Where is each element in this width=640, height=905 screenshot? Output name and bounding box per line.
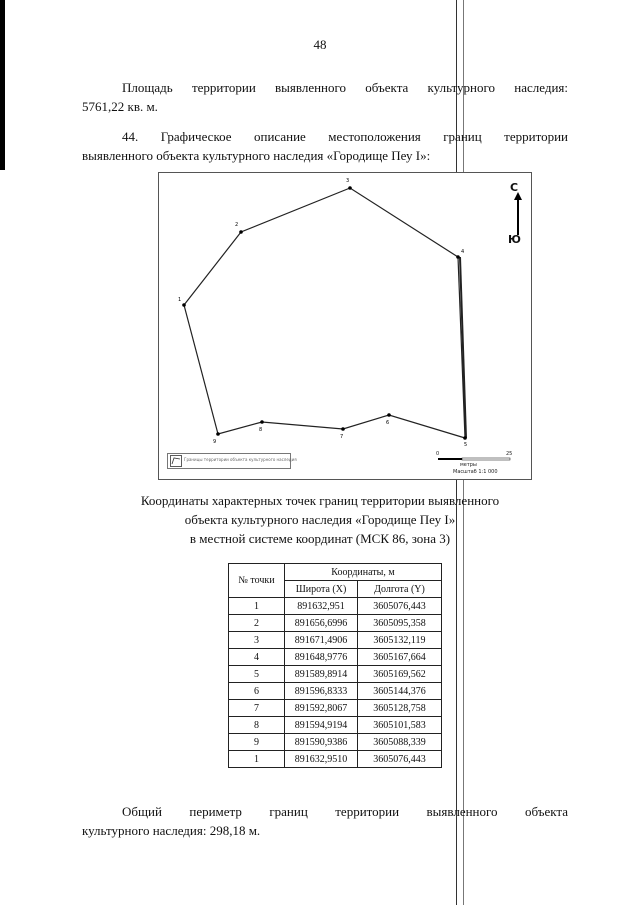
cell-y: 3605095,358 xyxy=(358,615,442,632)
vertex-label: 5 xyxy=(464,442,468,448)
cell-y: 3605088,339 xyxy=(358,734,442,751)
boundary-vertex xyxy=(348,186,352,190)
map-legend xyxy=(167,453,297,469)
cell-point: 1 xyxy=(229,751,285,768)
cell-point: 9 xyxy=(229,734,285,751)
perimeter-value: культурного наследия: 298,18 м. xyxy=(82,823,261,838)
boundary-vertex xyxy=(463,436,467,440)
boundary-polygon xyxy=(184,188,465,438)
table-row xyxy=(229,615,442,632)
cell-x: 891632,951 xyxy=(285,598,358,615)
vertex-label: 9 xyxy=(213,439,217,445)
vertex-label: 6 xyxy=(386,420,390,426)
scale-unit: метры xyxy=(460,462,477,468)
table-row xyxy=(229,751,442,768)
vertex-label: 1 xyxy=(178,297,182,303)
cell-point: 6 xyxy=(229,683,285,700)
scale-max: 25 xyxy=(506,451,513,457)
scale-bar-black xyxy=(438,458,462,460)
cell-y: 3605128,758 xyxy=(358,700,442,717)
table-row xyxy=(229,649,442,666)
boundary-vertex xyxy=(216,432,220,436)
cell-x: 891632,9510 xyxy=(285,751,358,768)
boundary-vertex xyxy=(341,427,345,431)
header-point-number: № точки xyxy=(229,564,285,598)
cell-x: 891590,9386 xyxy=(285,734,358,751)
cell-point: 1 xyxy=(229,598,285,615)
section-heading-cont: выявленного объекта культурного наследия «Городище Пеу I»: xyxy=(82,148,431,163)
legend-text: Границы территории объекта культурного наследия xyxy=(184,457,297,462)
page-number: 48 xyxy=(313,37,327,52)
table-row xyxy=(229,666,442,683)
header-latitude: Широта (X) xyxy=(285,581,358,598)
boundary-vertex xyxy=(456,255,460,259)
perimeter-text: Общий периметр границ территории выявленного объекта xyxy=(122,804,568,819)
boundary-map xyxy=(158,172,532,480)
area-value: 5761,22 кв. м. xyxy=(82,99,158,114)
vertex-label: 8 xyxy=(259,427,263,433)
cell-x: 891648,9776 xyxy=(285,649,358,666)
header-coordinates: Координаты, м xyxy=(285,564,442,581)
cell-y: 3605076,443 xyxy=(358,751,442,768)
cell-x: 891594,9194 xyxy=(285,717,358,734)
caption-line-2: объекта культурного наследия «Городище Пеу I» xyxy=(184,512,456,527)
table-row xyxy=(229,632,442,649)
cell-y: 3605144,376 xyxy=(358,683,442,700)
cell-y: 3605167,664 xyxy=(358,649,442,666)
cell-point: 5 xyxy=(229,666,285,683)
boundary-vertex xyxy=(182,303,186,307)
section-heading: 44. Графическое описание местоположения границ территории xyxy=(122,129,568,144)
cell-y: 3605132,119 xyxy=(358,632,442,649)
scan-edge-bar xyxy=(0,0,5,170)
cell-y: 3605076,443 xyxy=(358,598,442,615)
south-label: Ю xyxy=(508,233,521,246)
boundary-vertex xyxy=(239,230,243,234)
table-row xyxy=(229,717,442,734)
area-text: Площадь территории выявленного объекта культурного наследия: xyxy=(122,80,568,95)
perimeter-paragraph xyxy=(82,802,568,840)
section-paragraph xyxy=(82,127,568,165)
north-label: С xyxy=(510,181,519,194)
cell-point: 3 xyxy=(229,632,285,649)
cell-point: 7 xyxy=(229,700,285,717)
cell-x: 891671,4906 xyxy=(285,632,358,649)
cell-x: 891592,8067 xyxy=(285,700,358,717)
scale-text: Масштаб 1:1 000 xyxy=(453,469,498,475)
caption-line-3: в местной системе координат (МСК 86, зона 3) xyxy=(189,531,451,546)
cell-point: 8 xyxy=(229,717,285,734)
cell-x: 891656,6996 xyxy=(285,615,358,632)
cell-point: 4 xyxy=(229,649,285,666)
table-row xyxy=(229,700,442,717)
vertex-label: 3 xyxy=(346,178,350,184)
area-paragraph xyxy=(82,78,568,116)
map-drawing xyxy=(159,173,531,479)
scale-bar-white xyxy=(462,458,510,460)
scale-zero: 0 xyxy=(436,451,440,457)
vertex-label: 7 xyxy=(340,434,344,440)
cell-point: 2 xyxy=(229,615,285,632)
vertex-label: 2 xyxy=(235,222,239,228)
table-row xyxy=(229,734,442,751)
cell-x: 891596,8333 xyxy=(285,683,358,700)
boundary-vertex xyxy=(260,420,264,424)
vertex-label: 4 xyxy=(461,249,465,255)
legend-symbol-icon xyxy=(170,455,182,467)
coordinates-table xyxy=(228,563,442,768)
cell-y: 3605169,562 xyxy=(358,666,442,683)
boundary-vertex xyxy=(387,413,391,417)
caption-line-1: Координаты характерных точек границ территории выявленного xyxy=(140,493,500,508)
table-row xyxy=(229,598,442,615)
table-row xyxy=(229,683,442,700)
cell-y: 3605101,583 xyxy=(358,717,442,734)
header-longitude: Долгота (Y) xyxy=(358,581,442,598)
cell-x: 891589,8914 xyxy=(285,666,358,683)
